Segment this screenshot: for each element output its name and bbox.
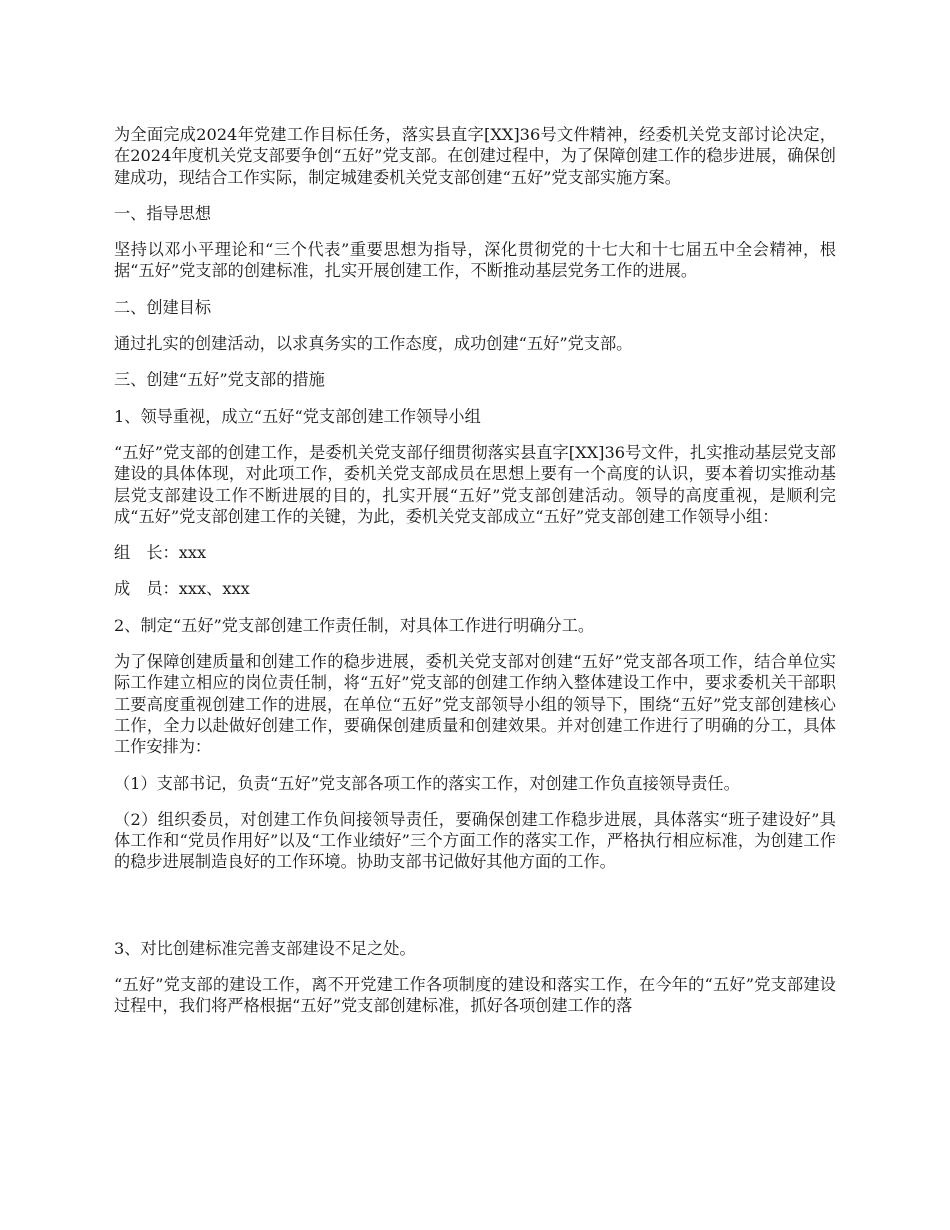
measure-3-paragraph: “五好”党支部的建设工作，离不开党建工作各项制度的建设和落实工作，在今年的“五好”党支部建设过程中，我们将严格根据“五好”党支部创建标准，抓好各项创建工作的落 (114, 975, 836, 1016)
guiding-ideology-paragraph: 坚持以邓小平理论和“三个代表”重要思想为指导，深化贯彻党的十七大和十七届五中全会精神，根据“五好”党支部的创建标准，扎实开展创建工作，不断推动基层党务工作的进展。 (114, 240, 836, 281)
measure-2-heading: 2、制定“五好”党支部创建工作责任制，对具体工作进行明确分工。 (114, 615, 595, 635)
document-page (114, 124, 836, 1032)
section-heading-goal: 二、创建目标 (114, 297, 212, 317)
measure-2-paragraph: 为了保障创建质量和创建工作的稳步进展，委机关党支部对创建“五好”党支部各项工作，结合单位实际工作建立相应的岗位责任制，将“五好”党支部的创建工作纳入整体建设工作中，要求委机关干部职工要高度重视创建工作的进展，在单位“五好”党支部领导小组的领导下，围绕“五好”党支部创建核心工作，全力以赴做好创建工作，要确保创建质量和创建效果。并对创建工作进行了明确的分工，具体工作安排为： (114, 652, 836, 757)
measure-3-heading: 3、对比创建标准完善支部建设不足之处。 (114, 938, 416, 958)
duty-item-2: （2）组织委员，对创建工作负间接领导责任，要确保创建工作稳步进展，具体落实“班子建设好”具体工作和“党员作用好”以及“工作业绩好”三个方面工作的落实工作，严格执行相应标准，为创建工作的稳步进展制造良好的工作环境。协助支部书记做好其他方面的工作。 (114, 809, 836, 872)
goal-paragraph: 通过扎实的创建活动，以求真务实的工作态度，成功创建“五好”党支部。 (114, 334, 633, 354)
blank-gap (114, 888, 836, 938)
group-members-line: 成 员：xxx、xxx (114, 579, 250, 599)
duty-item-1: （1）支部书记，负责“五好”党支部各项工作的落实工作，对创建工作负直接领导责任。 (114, 773, 740, 793)
intro-paragraph: 为全面完成2024年党建工作目标任务，落实县直字[XX]36号文件精神，经委机关党支部讨论决定，在2024年度机关党支部要争创“五好”党支部。在创建过程中，为了保障创建工作的稳步进展，确保创建成功，现结合工作实际，制定城建委机关党支部创建“五好”党支部实施方案。 (114, 125, 836, 187)
group-leader-line: 组 长：xxx (114, 543, 207, 563)
section-heading-guiding-ideology: 一、指导思想 (114, 203, 212, 223)
section-heading-measures: 三、创建“五好”党支部的措施 (114, 370, 325, 390)
measure-1-heading: 1、领导重视，成立“五好“党支部创建工作领导小组 (114, 406, 481, 426)
measure-1-paragraph: “五好”党支部的创建工作，是委机关党支部仔细贯彻落实县直字[XX]36号文件，扎实推动基层党支部建设的具体体现，对此项工作，委机关党支部成员在思想上要有一个高度的认识，要本着切实推动基层党支部建设工作不断进展的目的，扎实开展“五好”党支部创建活动。领导的高度重视，是顺利完成“五好”党支部创建工作的关键，为此，委机关党支部成立“五好”党支部创建工作领导小组： (114, 442, 836, 526)
